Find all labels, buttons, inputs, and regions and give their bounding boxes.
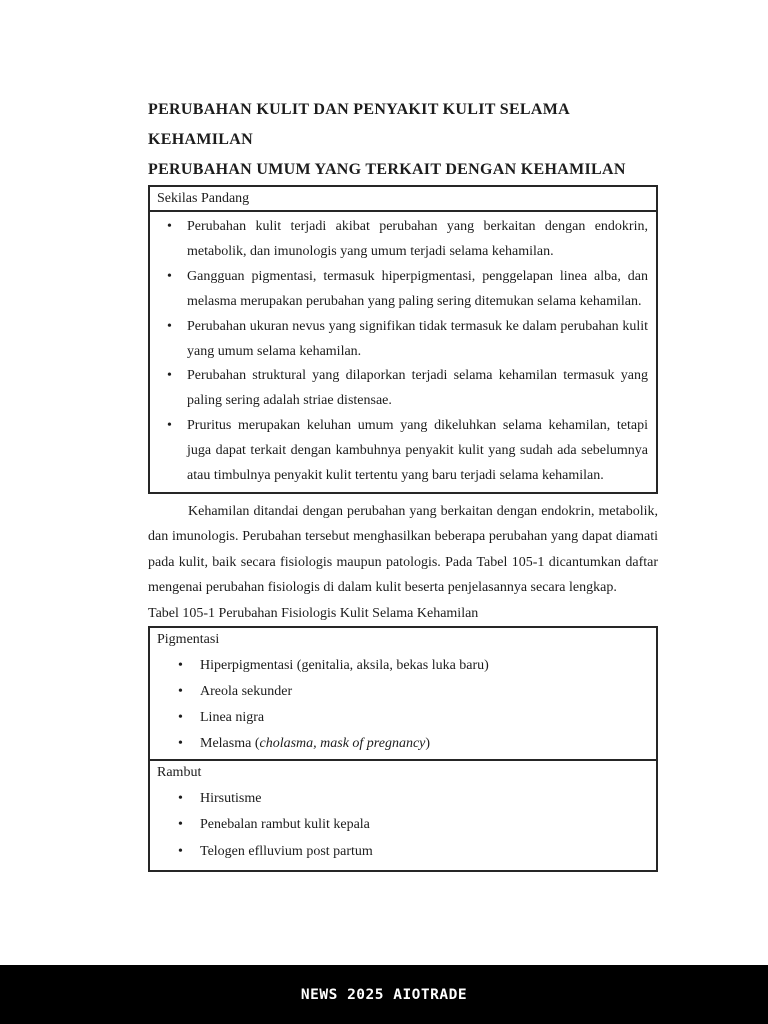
table-row-text bbox=[200, 731, 648, 757]
list-item-text: Perubahan ukuran nevus yang signifikan tidak termasuk ke dalam perubahan kulit yang umum selama kehamilan. bbox=[187, 318, 648, 359]
list-item-text: Perubahan kulit terjadi akibat perubahan yang berkaitan dengan endokrin, metabolik, dan imunologis yang umum terjadi selama kehamilan. bbox=[187, 219, 648, 259]
list-item-text: Gangguan pigmentasi, termasuk hiperpigmentasi, penggelapan linea alba, dan melasma merupakan perubahan yang paling sering ditemukan selama kehamilan. bbox=[187, 268, 648, 309]
table-row-text: Hirsutisme bbox=[200, 791, 262, 807]
table-row bbox=[150, 705, 648, 731]
title-line-2: PERUBAHAN UMUM YANG TERKAIT DENGAN KEHAMILAN bbox=[148, 161, 626, 178]
bullet-icon: • bbox=[167, 268, 172, 284]
section-header: Rambut bbox=[157, 765, 202, 781]
list-item bbox=[150, 265, 648, 315]
table-section-pigmentasi bbox=[150, 628, 656, 759]
list-item bbox=[150, 414, 648, 489]
bullet-icon: • bbox=[178, 710, 183, 726]
list-item bbox=[150, 215, 648, 265]
title-line-1: PERUBAHAN KULIT DAN PENYAKIT KULIT SELAMA KEHAMILAN bbox=[148, 101, 570, 148]
bullet-icon: • bbox=[167, 219, 172, 234]
list-item-text: Perubahan struktural yang dilaporkan terjadi selama kehamilan termasuk yang paling sering adalah striae distensae. bbox=[187, 368, 648, 409]
table-caption: Tabel 105-1 Perubahan Fisiologis Kulit Selama Kehamilan bbox=[148, 605, 479, 621]
bullet-icon: • bbox=[178, 791, 183, 807]
table-row-text: Linea nigra bbox=[200, 710, 265, 726]
table-row bbox=[150, 731, 648, 757]
footer-watermark-bar bbox=[0, 965, 768, 1024]
table-row-text: Areola sekunder bbox=[200, 684, 293, 700]
footer-watermark-text: NEWS 2025 AIOTRADE bbox=[300, 986, 468, 1003]
intro-paragraph: Kehamilan ditandai dengan perubahan yang berkaitan dengan endokrin, metabolik, dan imunologis. Perubahan tersebut menghasilkan beberapa perubahan yang dapat diamati pada kulit, baik secara fisiologis maupun patologis. Pada Tabel 105-1 dicantumkan daftar mengenai perubahan fisiologis di dalam kulit beserta penjelasannya secara lengkap. bbox=[148, 503, 658, 596]
table-row-text: Penebalan rambut kulit kepala bbox=[200, 817, 370, 833]
bullet-icon: • bbox=[178, 817, 183, 833]
section-header: Pigmentasi bbox=[157, 631, 220, 647]
overview-box bbox=[148, 185, 658, 494]
list-item bbox=[150, 315, 648, 365]
table-row bbox=[150, 786, 648, 812]
table-section-rambut bbox=[150, 759, 656, 869]
bullet-icon: • bbox=[178, 736, 183, 752]
overview-box-body bbox=[150, 212, 656, 492]
physiology-table bbox=[148, 626, 658, 872]
bullet-icon: • bbox=[178, 657, 183, 673]
bullet-icon: • bbox=[167, 418, 172, 434]
section-body bbox=[150, 651, 656, 759]
bullet-icon: • bbox=[167, 318, 172, 334]
table-row bbox=[150, 812, 648, 838]
section-body bbox=[150, 784, 656, 869]
list-item-text: Pruritus merupakan keluhan umum yang dikeluhkan selama kehamilan, tetapi juga dapat terkait dengan kambuhnya penyakit kulit yang sudah ada sebelumnya atau timbulnya penyakit kulit tertentu yang baru terjadi selama kehamilan. bbox=[187, 418, 648, 484]
table-row bbox=[150, 679, 648, 705]
bullet-icon: • bbox=[178, 684, 183, 700]
page-content bbox=[148, 0, 658, 872]
overview-box-header: Sekilas Pandang bbox=[150, 187, 656, 212]
table-row bbox=[150, 839, 648, 865]
melasma-label: Melasma ( bbox=[200, 736, 260, 752]
list-item bbox=[150, 364, 648, 414]
table-row-text: Telogen eflluvium post partum bbox=[200, 843, 373, 859]
bullet-icon: • bbox=[167, 368, 172, 384]
table-row bbox=[150, 653, 648, 679]
melasma-close-paren: ) bbox=[425, 736, 431, 752]
page-title bbox=[148, 95, 658, 185]
table-row-text: Hiperpigmentasi (genitalia, aksila, bekas luka baru) bbox=[200, 657, 489, 673]
melasma-latin-term: cholasma, mask of pregnancy bbox=[259, 736, 426, 752]
bullet-icon: • bbox=[178, 843, 183, 859]
